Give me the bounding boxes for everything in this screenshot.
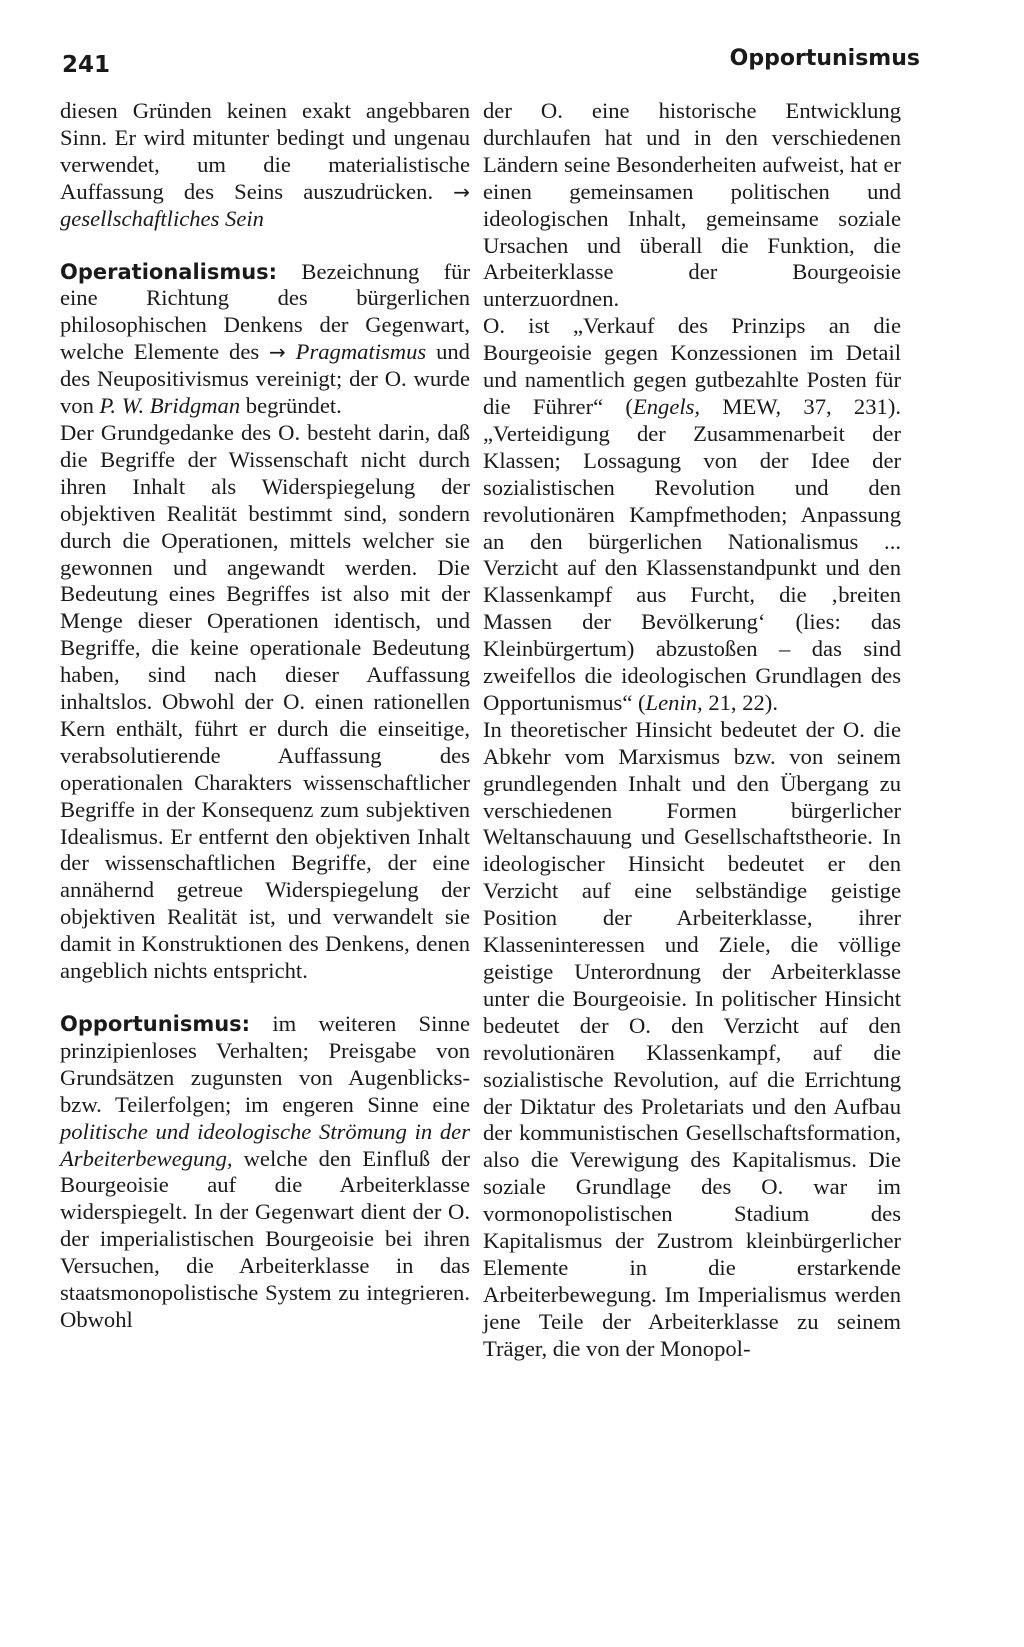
opportunismus-paragraph-1: der O. eine historische Entwicklung durchlaufen hat und in den verschiedenen Ländern seine Besonderheiten aufweist, hat er einen gemeinsamen politischen und ideologischen Inhalt, gemeinsame soziale Ursachen und überall die Funktion, die Arbeiterklasse der Bourgeoisie unterzuordnen. (483, 98, 901, 312)
entry-separator (60, 233, 470, 259)
quote-text: MEW, 37, 231). „Verteidigung der Zusammenarbeit der Klassen; Lossagung von der Idee der sozialistischen Revolution und den revolutionären Kampfmethoden; Anpassung an den bürgerlichen Nationalismus ... Verzicht auf den Klassenstandpunkt und den Klassenkampf aus Furcht, die ‚breiten Massen der Bevölkerung‘ (lies: das Kleinbürgertum) abzustoßen – das sind zweifellos die ideologischen Grundlagen des Opportunismus“ ( (483, 393, 901, 715)
definition-text: im weiteren Sinne prinzipienloses Verhalten; Preisgabe von Grundsätzen zugunsten von Augenblicks- bzw. Teilerfolgen; im engeren Sinne eine (60, 1011, 470, 1117)
right-column (483, 98, 901, 1363)
entry-operationalismus-body: Der Grundgedanke des O. besteht darin, daß die Begriffe der Wissenschaft nicht durch ihren Inhalt als Widerspiegelung der objektiven Realität bestimmt sind, sondern durch die Operationen, mittels welcher sie gewonnen und angewandt werden. Die Bedeutung eines Begriffes ist also mit der Menge dieser Operationen identisch, und Begriffe, die keine operationale Bedeutung haben, sind nach dieser Auffassung inhaltslos. Obwohl der O. einen rationellen Kern enthält, führt er durch die einseitige, verabsolutierende Auffassung des operationalen Charakters wissenschaftlicher Begriffe in der Konsequenz zum subjektiven Idealismus. Er entfernt den objektiven Inhalt der wissenschaftlichen Begriffe, der eine annähernd getreue Widerspiegelung der objektiven Realität ist, und verwandelt sie damit in Konstruktionen des Denkens, denen angeblich nichts entspricht. (60, 419, 470, 984)
headword-opportunismus: Opportunismus: (60, 1012, 251, 1036)
cross-reference-link[interactable]: Pragmatismus (295, 339, 427, 365)
entry-separator (60, 985, 470, 1011)
definition-text: welche den Einfluß der Bourgeoisie auf die Arbeiterklasse widerspiegelt. In der Gegenwart dient der O. der imperialistischen Bourgeoisie bei ihren Versuchen, die Arbeiterklasse in das staatsmonopolistische System zu integrieren. Obwohl (60, 1145, 470, 1332)
quote-text: 21, 22). (702, 689, 778, 715)
left-column (60, 98, 470, 1334)
definition-text: und des Neupositivismus vereinigt; der O. wurde von (60, 339, 470, 419)
person-name: P. W. Bridgman (99, 393, 241, 419)
cross-reference-arrow-icon: → (453, 179, 470, 204)
emphasis-text: politische und ideologische Strömung in der Arbeiterbewegung, (60, 1118, 470, 1171)
opportunismus-paragraph-3: In theoretischer Hinsicht bedeutet der O. die Abkehr vom Marxismus bzw. von seinem grundlegenden Inhalt und den Übergang zu verschiedenen Formen bürgerlicher Weltanschauung und Gesellschaftstheorie. In ideologischer Hinsicht bedeutet er den Verzicht auf eine selbständige geistige Position der Arbeiterklasse, ihrer Klasseninteressen und Ziele, die völlige geistige Unterordnung der Arbeiterklasse unter die Bourgeoisie. In politischer Hinsicht bedeutet der O. den Verzicht auf den revolutionären Klassenkampf, auf die sozialistische Revolution, auf die Errichtung der Diktatur des Proletariats und den Aufbau der kommunistischen Gesellschaftsformation, also die Verewigung des Kapitalismus. Die soziale Grundlage des O. war im vormonopolistischen Stadium des Kapitalismus der Zustrom kleinbürgerlicher Elemente in die erstarkende Arbeiterbewegung. Im Imperialismus werden jene Teile der Arbeiterklasse zu seinem Träger, die von der Monopol- (483, 716, 901, 1361)
page-number: 241 (62, 52, 111, 78)
citation-author-engels: Engels, (632, 393, 701, 419)
cross-reference-arrow-icon: → (269, 340, 286, 365)
continuation-text: diesen Gründen keinen exakt angebbaren Sinn. Er wird mitunter bedingt und ungenau verwendet, um die materialistische Auffassung des Seins auszudrücken. (60, 98, 470, 204)
definition-text: begründet. (240, 393, 342, 419)
definition-text: Bezeichnung für eine Richtung des bürgerlichen philosophischen Denkens der Gegenwart, welche Elemente des (60, 258, 470, 365)
entry-opportunismus-definition (60, 1011, 470, 1334)
cross-reference-link[interactable]: gesellschaftliches Sein (60, 205, 264, 231)
opportunismus-paragraph-2 (483, 313, 901, 717)
headword-operationalismus: Operationalismus: (60, 259, 278, 284)
quote-text: O. ist „Verkauf des Prinzips an die Bourgeoisie gegen Konzessionen im Detail und namentlich gegen gutbezahlte Posten für die Führer“ ( (483, 313, 901, 419)
citation-author-lenin: Lenin, (645, 689, 703, 715)
running-head: Opportunismus (729, 46, 920, 71)
entry-operationalismus-definition (60, 259, 470, 420)
continuation-paragraph (60, 98, 470, 233)
